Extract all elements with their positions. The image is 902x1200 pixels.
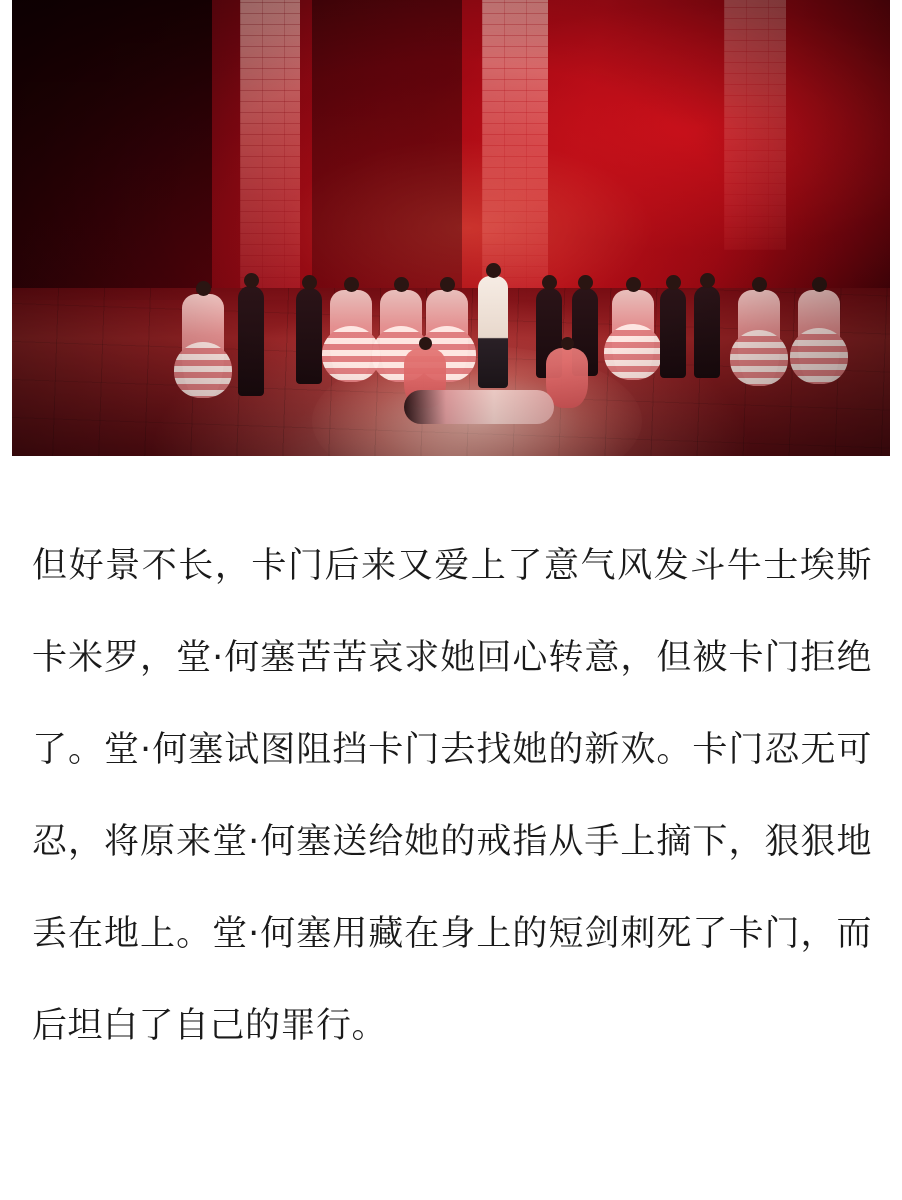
article-body (32, 520, 872, 1072)
carmen-opera-stage-photo (12, 0, 890, 456)
photo-vignette (12, 0, 890, 456)
article-paragraph: 但好景不长，卡门后来又爱上了意气风发斗牛士埃斯卡米罗，堂·何塞苦苦哀求她回心转意，但被卡门拒绝了。堂·何塞试图阻挡卡门去找她的新欢。卡门忍无可忍，将原来堂·何塞送给她的戒指从手上摘下，狠狠地丢在地上。堂·何塞用藏在身上的短剑刺死了卡门，而后坦白了自己的罪行。 (32, 546, 872, 1046)
stage-backdrop (12, 0, 890, 456)
